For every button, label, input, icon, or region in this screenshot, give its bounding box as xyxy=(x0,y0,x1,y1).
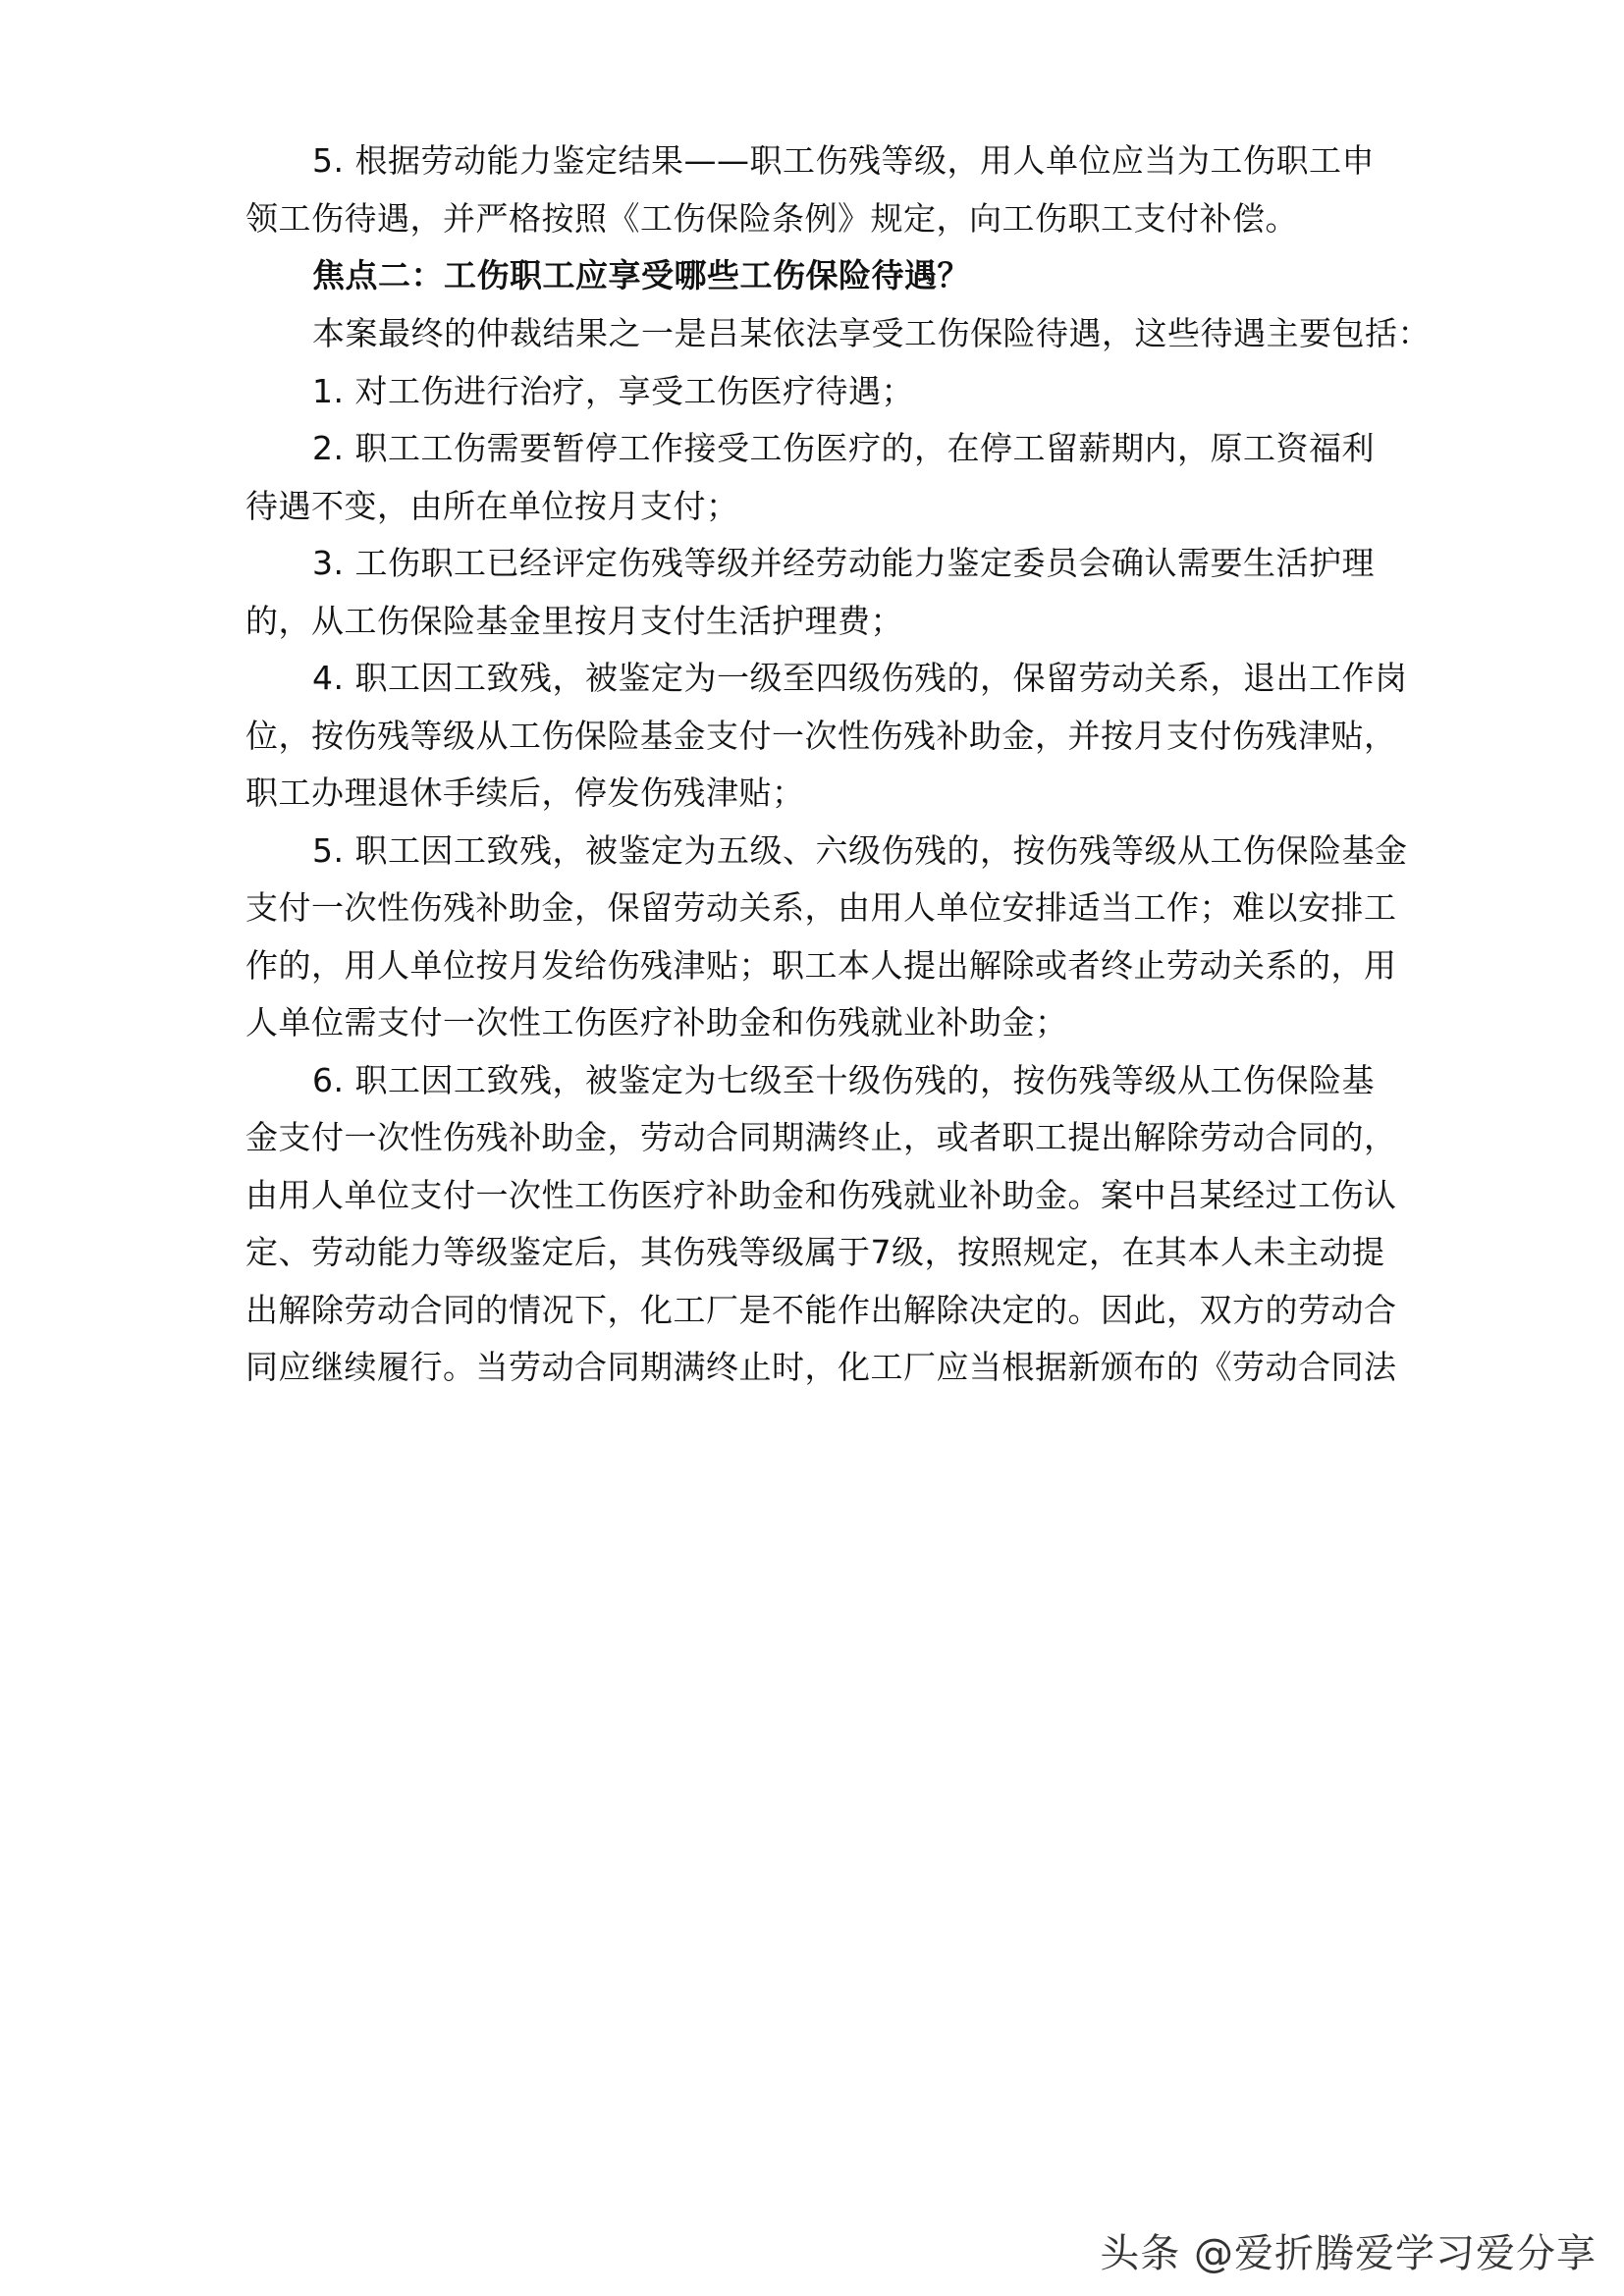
item-1-line-1: 1. 对工伤进行治疗，享受工伤医疗待遇； xyxy=(312,372,914,410)
item-6-line-6: 同应继续履行。当劳动合同期满终止时，化工厂应当根据新颁布的《劳动合同法 xyxy=(245,1348,1397,1386)
item-3-line-2: 的，从工伤保险基金里按月支付生活护理费； xyxy=(245,602,903,640)
item-6-line-5: 出解除劳动合同的情况下，化工厂是不能作出解除决定的。因此，双方的劳动合 xyxy=(245,1291,1397,1329)
paragraph-1-line-1: 5. 根据劳动能力鉴定结果——职工伤残等级，用人单位应当为工伤职工申 xyxy=(312,141,1375,180)
item-3-line-1: 3. 工伤职工已经评定伤残等级并经劳动能力鉴定委员会确认需要生活护理 xyxy=(312,544,1375,582)
item-5-line-1: 5. 职工因工致残，被鉴定为五级、六级伤残的，按伤残等级从工伤保险基金 xyxy=(312,831,1408,870)
intro-paragraph: 本案最终的仲裁结果之一是吕某依法享受工伤保险待遇，这些待遇主要包括： xyxy=(312,314,1431,352)
item-6-line-3: 由用人单位支付一次性工伤医疗补助金和伤残就业补助金。案中吕某经过工伤认 xyxy=(245,1176,1397,1214)
item-5-line-2: 支付一次性伤残补助金，保留劳动关系，由用人单位安排适当工作；难以安排工 xyxy=(245,888,1397,927)
item-2-line-2: 待遇不变，由所在单位按月支付； xyxy=(245,487,739,525)
watermark: 头条 @爱折腾爱学习爱分享 xyxy=(1100,2231,1597,2276)
paragraph-1-line-2: 领工伤待遇，并严格按照《工伤保险条例》规定，向工伤职工支付补偿。 xyxy=(245,199,1298,238)
item-6-line-4: 定、劳动能力等级鉴定后，其伤残等级属于7级，按照规定，在其本人未主动提 xyxy=(245,1233,1385,1271)
item-2-line-1: 2. 职工工伤需要暂停工作接受工伤医疗的，在停工留薪期内，原工资福利 xyxy=(312,429,1375,467)
item-4-line-1: 4. 职工因工致残，被鉴定为一级至四级伤残的，保留劳动关系，退出工作岗 xyxy=(312,659,1408,697)
item-4-line-3: 职工办理退休手续后，停发伤残津贴； xyxy=(245,774,805,812)
item-5-line-3: 作的，用人单位按月发给伤残津贴；职工本人提出解除或者终止劳动关系的，用 xyxy=(245,946,1397,985)
item-6-line-2: 金支付一次性伤残补助金，劳动合同期满终止，或者职工提出解除劳动合同的， xyxy=(245,1118,1397,1156)
item-5-line-4: 人单位需支付一次性工伤医疗补助金和伤残就业补助金； xyxy=(245,1003,1068,1041)
item-6-line-1: 6. 职工因工致残，被鉴定为七级至十级伤残的，按伤残等级从工伤保险基 xyxy=(312,1061,1375,1099)
section-heading: 焦点二：工伤职工应享受哪些工伤保险待遇？ xyxy=(312,256,970,294)
item-4-line-2: 位，按伤残等级从工伤保险基金支付一次性伤残补助金，并按月支付伤残津贴， xyxy=(245,717,1397,755)
